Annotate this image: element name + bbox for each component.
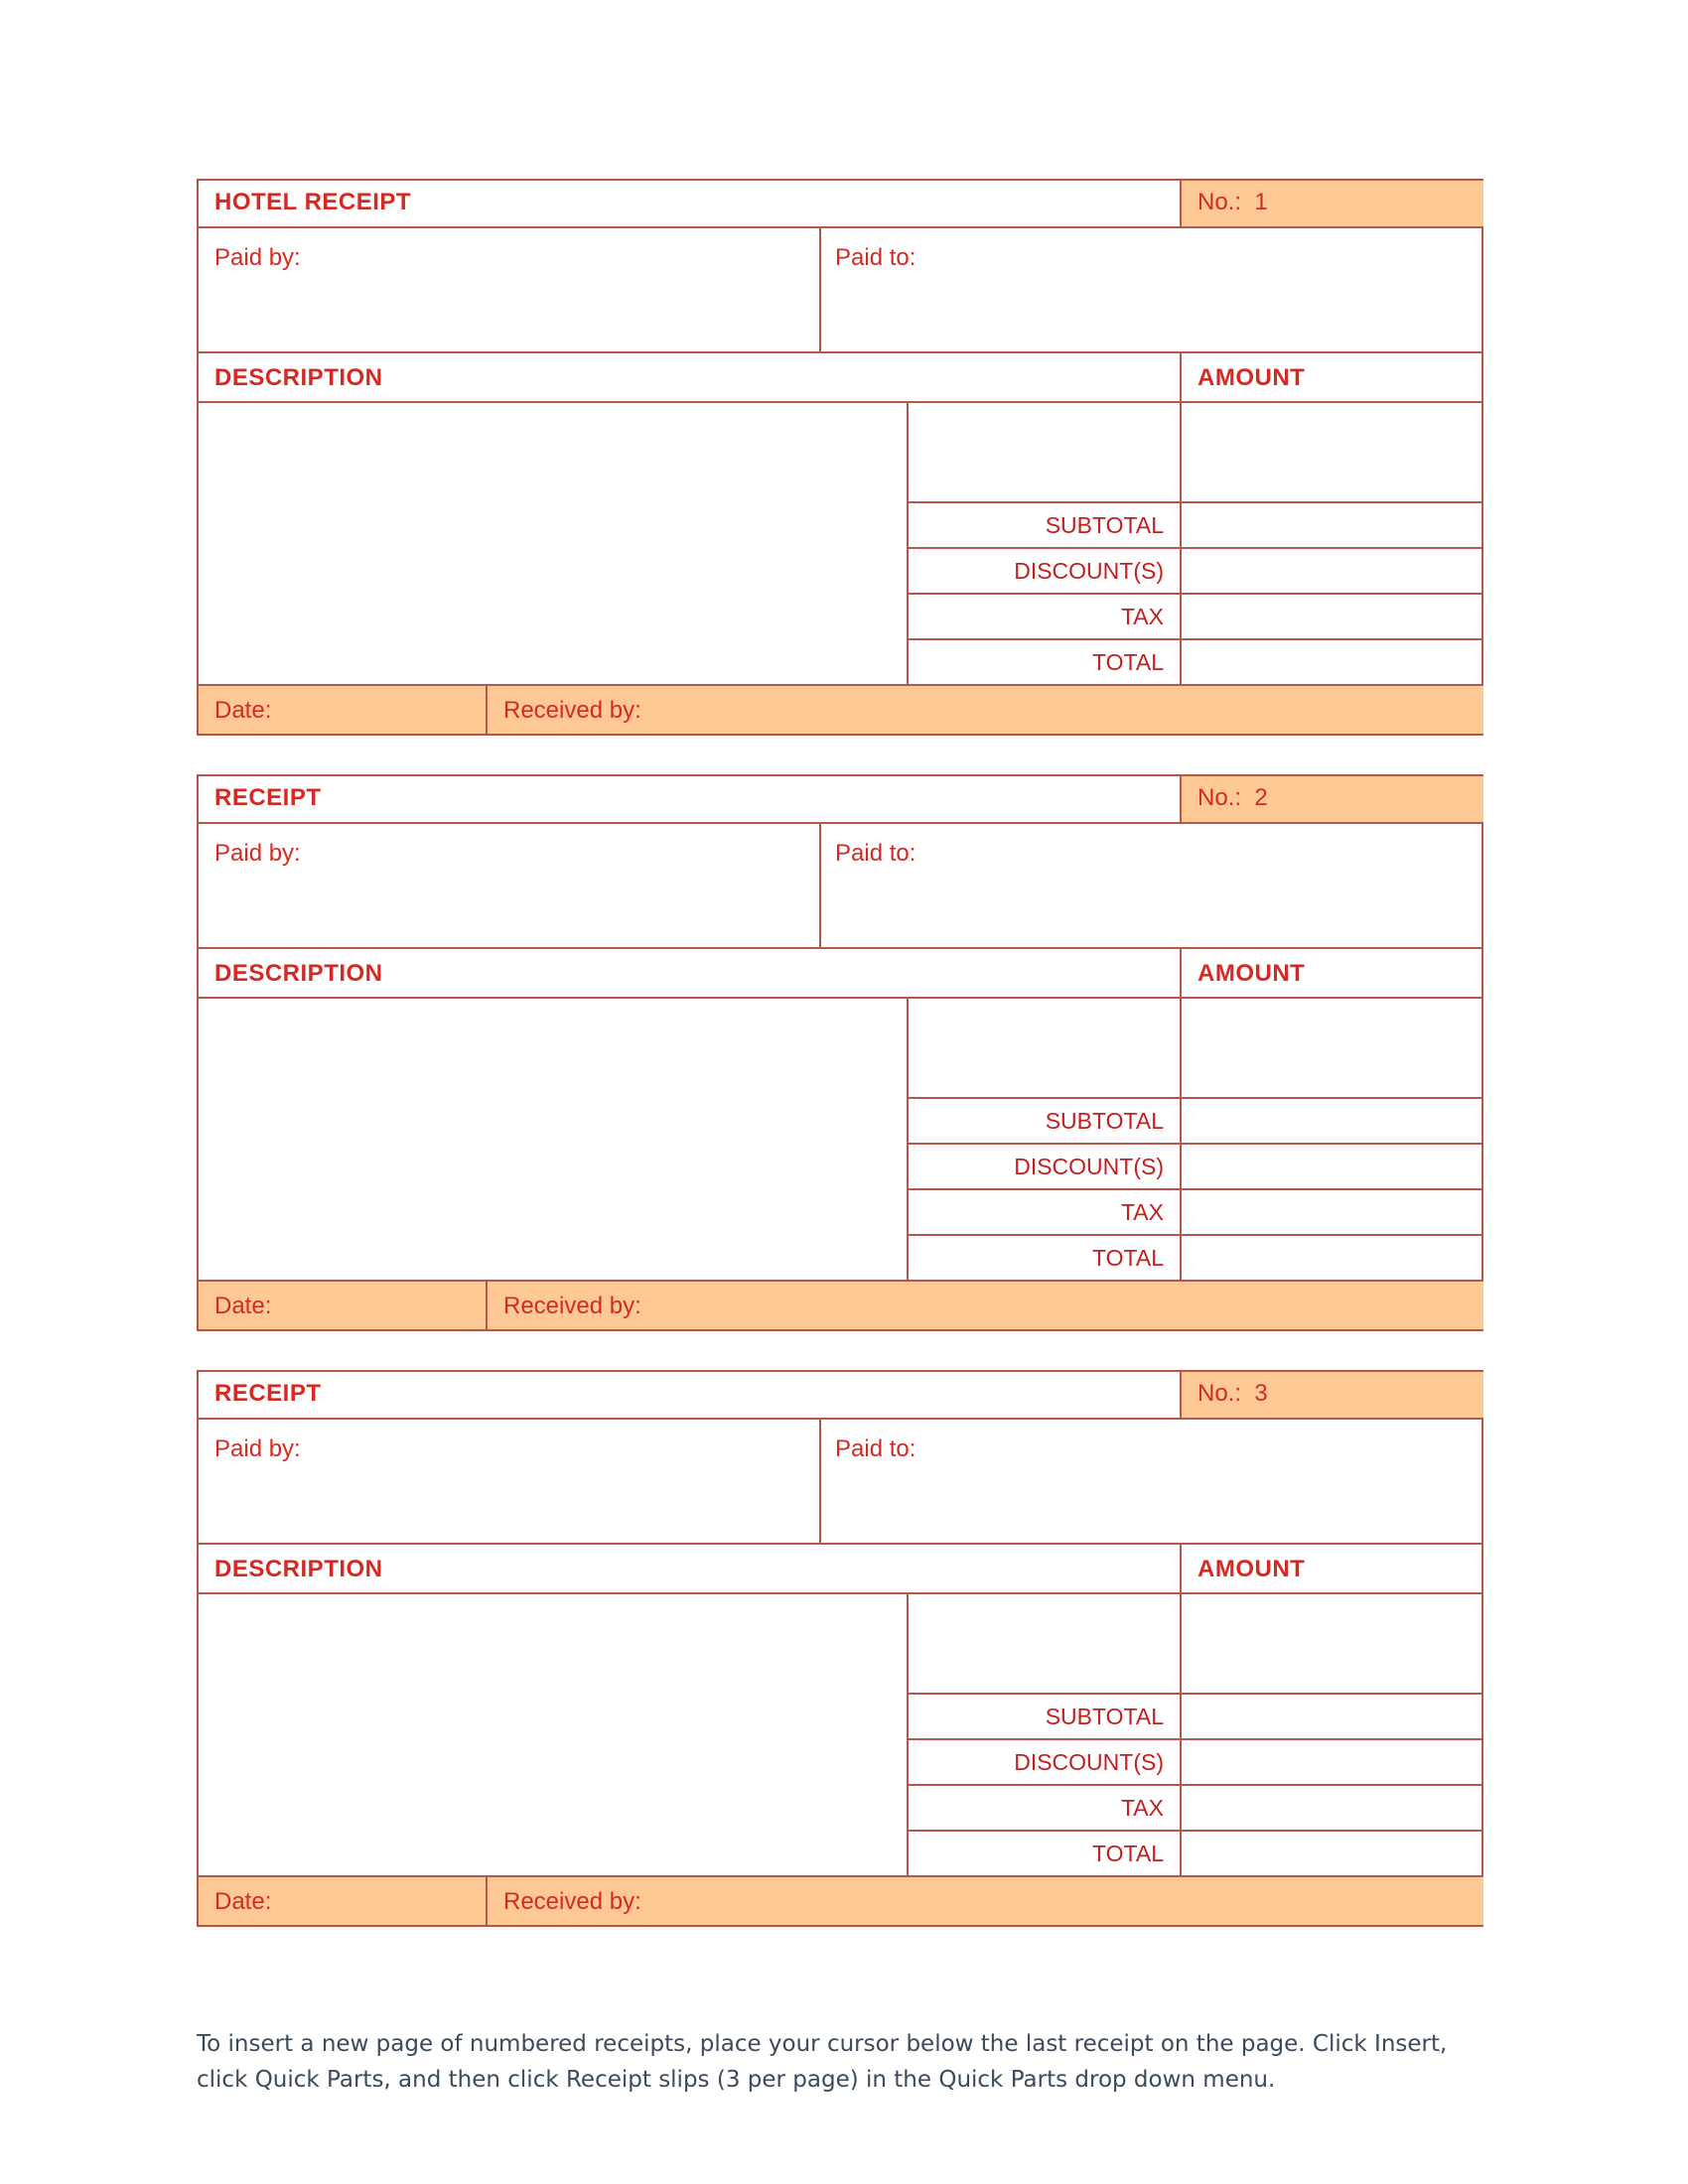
amount-header-cell <box>1180 1543 1483 1592</box>
description-area[interactable] <box>199 401 907 684</box>
tax-label: TAX <box>1120 604 1164 629</box>
subtotal-label: SUBTOTAL <box>1045 1108 1164 1134</box>
discounts-label-cell <box>907 1143 1180 1188</box>
item-amount-cell[interactable] <box>1180 997 1483 1097</box>
total-amount[interactable] <box>1180 638 1483 684</box>
description-header: DESCRIPTION <box>214 960 383 987</box>
tax-amount[interactable] <box>1180 593 1483 638</box>
receipt-title: HOTEL RECEIPT <box>214 189 412 215</box>
tax-label: TAX <box>1120 1199 1164 1225</box>
amount-header: AMOUNT <box>1197 1556 1306 1582</box>
total-label-cell <box>907 638 1180 684</box>
description-header-cell <box>199 351 1180 401</box>
subtotal-amount[interactable] <box>1180 1693 1483 1738</box>
date-label: Date: <box>214 697 272 724</box>
received-by-label: Received by: <box>503 1888 641 1915</box>
subtotal-amount[interactable] <box>1180 501 1483 547</box>
description-area[interactable] <box>199 1592 907 1875</box>
paid-by-field[interactable] <box>199 822 819 947</box>
paid-by-label: Paid by: <box>214 244 301 271</box>
discounts-amount[interactable] <box>1180 1143 1483 1188</box>
amount-header-cell <box>1180 351 1483 401</box>
total-label-cell <box>907 1234 1180 1280</box>
receipt-1 <box>197 179 1483 736</box>
receipt-title-cell <box>199 776 1180 822</box>
discounts-label-cell <box>907 1738 1180 1784</box>
instructions-note: To insert a new page of numbered receipts, place your cursor below the last receipt on the page. Click Insert, click Quick Parts, and then click Receipt slips (3 per page) in the Quick Parts drop down menu. <box>197 2031 1448 2093</box>
total-amount[interactable] <box>1180 1234 1483 1280</box>
receipt-title: RECEIPT <box>214 784 322 811</box>
paid-by-field[interactable] <box>199 226 819 351</box>
paid-to-field[interactable] <box>819 226 1483 351</box>
date-label: Date: <box>214 1888 272 1915</box>
item-label-cell <box>907 997 1180 1097</box>
discounts-label: DISCOUNT(S) <box>1014 558 1164 584</box>
received-by-label: Received by: <box>503 697 641 724</box>
tax-label: TAX <box>1120 1795 1164 1821</box>
item-label-cell <box>907 1592 1180 1693</box>
receipt-number: No.: 1 <box>1197 189 1268 215</box>
receipt-number-cell[interactable] <box>1180 776 1483 822</box>
receipt-number-cell[interactable] <box>1180 1372 1483 1418</box>
subtotal-label-cell <box>907 501 1180 547</box>
paid-to-label: Paid to: <box>835 1435 916 1462</box>
description-header-cell <box>199 947 1180 997</box>
subtotal-amount[interactable] <box>1180 1097 1483 1143</box>
received-by-field[interactable] <box>486 1280 1483 1329</box>
paid-to-label: Paid to: <box>835 840 916 867</box>
receipt-title-cell <box>199 181 1180 226</box>
item-label-cell <box>907 401 1180 501</box>
total-amount[interactable] <box>1180 1830 1483 1875</box>
paid-by-label: Paid by: <box>214 1435 301 1462</box>
subtotal-label: SUBTOTAL <box>1045 512 1164 538</box>
subtotal-label-cell <box>907 1693 1180 1738</box>
description-header: DESCRIPTION <box>214 1556 383 1582</box>
description-header-cell <box>199 1543 1180 1592</box>
discounts-label-cell <box>907 547 1180 593</box>
date-label: Date: <box>214 1293 272 1319</box>
received-by-label: Received by: <box>503 1293 641 1319</box>
receipt-number: No.: 3 <box>1197 1380 1268 1407</box>
paid-by-label: Paid by: <box>214 840 301 867</box>
tax-label-cell <box>907 1188 1180 1234</box>
tax-amount[interactable] <box>1180 1188 1483 1234</box>
subtotal-label: SUBTOTAL <box>1045 1704 1164 1729</box>
description-header: DESCRIPTION <box>214 364 383 391</box>
amount-header-cell <box>1180 947 1483 997</box>
tax-amount[interactable] <box>1180 1784 1483 1830</box>
receipt-number: No.: 2 <box>1197 784 1268 811</box>
receipt-title-cell <box>199 1372 1180 1418</box>
paid-to-field[interactable] <box>819 822 1483 947</box>
total-label: TOTAL <box>1092 1245 1164 1271</box>
receipt-title: RECEIPT <box>214 1380 322 1407</box>
discounts-label: DISCOUNT(S) <box>1014 1749 1164 1775</box>
tax-label-cell <box>907 593 1180 638</box>
received-by-field[interactable] <box>486 1875 1483 1925</box>
discounts-amount[interactable] <box>1180 1738 1483 1784</box>
date-field[interactable] <box>199 1280 486 1329</box>
date-field[interactable] <box>199 684 486 734</box>
amount-header: AMOUNT <box>1197 364 1306 391</box>
paid-to-field[interactable] <box>819 1418 1483 1543</box>
total-label: TOTAL <box>1092 649 1164 675</box>
total-label-cell <box>907 1830 1180 1875</box>
paid-by-field[interactable] <box>199 1418 819 1543</box>
item-amount-cell[interactable] <box>1180 1592 1483 1693</box>
receipt-2 <box>197 774 1483 1331</box>
date-field[interactable] <box>199 1875 486 1925</box>
item-amount-cell[interactable] <box>1180 401 1483 501</box>
discounts-amount[interactable] <box>1180 547 1483 593</box>
paid-to-label: Paid to: <box>835 244 916 271</box>
total-label: TOTAL <box>1092 1841 1164 1866</box>
received-by-field[interactable] <box>486 684 1483 734</box>
tax-label-cell <box>907 1784 1180 1830</box>
description-area[interactable] <box>199 997 907 1280</box>
subtotal-label-cell <box>907 1097 1180 1143</box>
discounts-label: DISCOUNT(S) <box>1014 1154 1164 1179</box>
receipt-3 <box>197 1370 1483 1927</box>
amount-header: AMOUNT <box>1197 960 1306 987</box>
receipt-number-cell[interactable] <box>1180 181 1483 226</box>
